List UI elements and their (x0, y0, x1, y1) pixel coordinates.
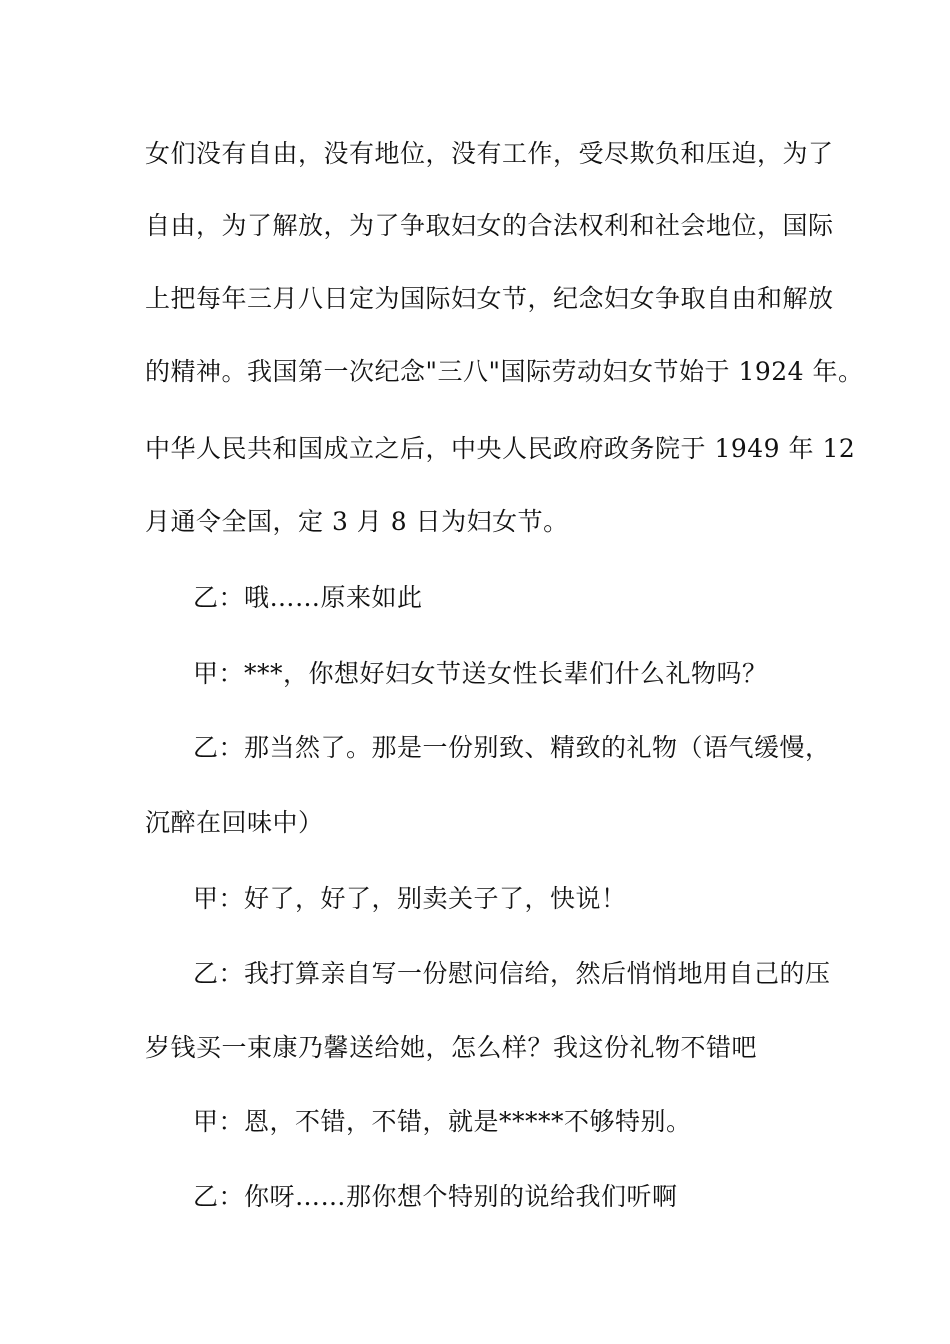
text-line-6: 月通令全国，定 3 月 8 日为妇女节。 (145, 507, 569, 536)
dialogue-line-4: 甲：好了，好了，别卖关子了，快说！ (193, 884, 627, 913)
dialogue-line-1: 乙：哦……原来如此 (193, 583, 423, 612)
dialogue-line-2: 甲：***，你想好妇女节送女性长辈们什么礼物吗？ (193, 659, 768, 688)
text-line-4: 的精神。我国第一次纪念"三八"国际劳动妇女节始于 1924 年。 (145, 357, 864, 386)
text-line-3: 上把每年三月八日定为国际妇女节，纪念妇女争取自由和解放 (145, 284, 834, 313)
dialogue-line-3-continued: 沉醉在回味中） (145, 808, 324, 837)
text-line-5: 中华人民共和国成立之后，中央人民政府政务院于 1949 年 12 (145, 434, 856, 463)
text-line-2: 自由，为了解放，为了争取妇女的合法权利和社会地位，国际 (145, 211, 834, 240)
dialogue-line-5: 乙：我打算亲自写一份慰问信给，然后悄悄地用自己的压 (193, 959, 831, 988)
text-line-1: 女们没有自由，没有地位，没有工作，受尽欺负和压迫，为了 (145, 139, 834, 168)
dialogue-line-7: 乙：你呀……那你想个特别的说给我们听啊 (193, 1182, 678, 1211)
dialogue-line-6: 甲：恩，不错，不错，就是*****不够特别。 (193, 1107, 692, 1136)
dialogue-line-3: 乙：那当然了。那是一份别致、精致的礼物（语气缓慢， (193, 733, 831, 762)
dialogue-line-5-continued: 岁钱买一束康乃馨送给她，怎么样？我这份礼物不错吧 (145, 1033, 758, 1062)
